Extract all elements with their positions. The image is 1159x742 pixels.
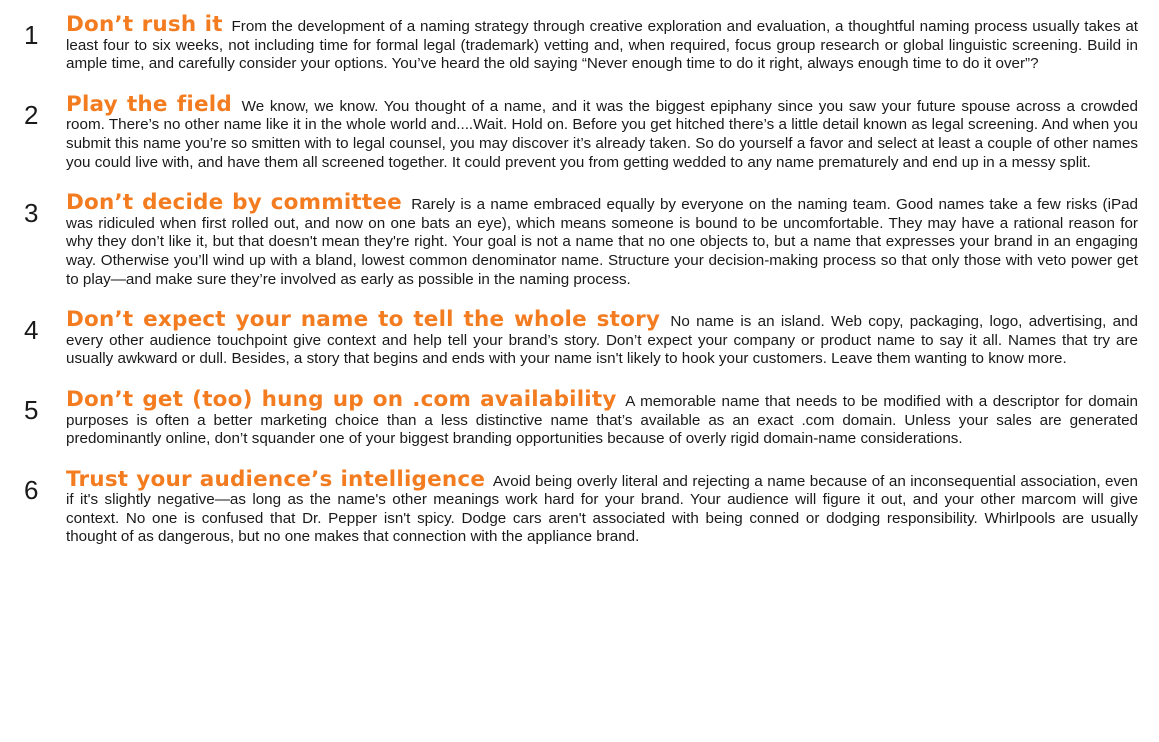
tip-text: From the development of a naming strategy through creative exploration and evaluation, a thoughtful naming process usually takes at least four to six weeks, not including time for formal legal (trademark) vetting and, when required, focus group research or global linguistic screening. Build in ample time, and carefully consider your options. You’ve heard the old saying “Never enough time to do it right, always enough time to do it over”? [66,18,1138,73]
tip-heading: Don’t get (too) hung up on .com availability [66,386,617,412]
tip-text: Avoid being overly literal and rejecting a name because of an inconsequential association, even if it's slightly negative—as long as the name's other meanings work hard for your brand. Your audience will figure it out, and your other marcom will give context. No one is confused that Dr. Pepper isn't spicy. Dodge cars aren't associated with being conned or dodging responsibility. Whirlpools are usually thought of as dangerous, but no one makes that connection with the appliance brand. [66,472,1138,546]
tip-text: We know, we know. You thought of a name, and it was the biggest epiphany since you saw your future spouse across a crowded room. There’s no other name like it in the whole world and....Wait. Hold on. Before you get hitched there’s a little detail known as legal screening. And when you submit this name you’re so smitten with to legal counsel, you may discover it’s already taken. So do yourself a favor and select at least a couple of other names you could live with, and have them all screened together. It could prevent you from getting wedded to any name prematurely and end up in a messy split. [66,97,1138,171]
tip-text: A memorable name that needs to be modified with a descriptor for domain purposes is often a better marketing choice than a less distinctive name that’s available as an exact .com domain. Unless your sales are generated predominantly online, don’t squander one of your biggest branding opportunities because of overly rigid domain-name considerations. [66,392,1139,448]
tip-text: No name is an island. Web copy, packaging, logo, advertising, and every other audience touchpoint give context and help tell your brand’s story. Don’t expect your company or product name to say it all. Names that try are usually awkward or dull. Besides, a story that begins and ends with your name isn't likely to hook your customers. Leave them wanting to know more. [66,313,1138,368]
tip-number: 3 [24,198,39,229]
tip-body [66,466,1138,547]
tip-number: 2 [24,99,39,130]
tip-number: 4 [24,315,39,346]
tip-heading: Don’t expect your name to tell the whole story [66,307,661,333]
tip-body [66,190,1138,289]
tip-number: 5 [24,394,39,425]
tip-heading: Don’t decide by committee [66,190,402,216]
tip-body [66,307,1138,369]
tip-heading: Play the field [66,91,232,117]
tip-item [20,466,1138,547]
tips-list [20,12,1139,569]
tip-body [66,386,1139,449]
tip-number: 1 [24,20,39,50]
tip-item [20,12,1138,74]
tip-item [20,307,1138,369]
tip-heading: Trust your audience’s intelligence [66,466,486,492]
tip-body [66,12,1138,74]
tip-heading: Don’t rush it [66,12,223,37]
tip-item [20,386,1139,449]
tip-item [20,190,1138,289]
tip-text: Rarely is a name embraced equally by everyone on the naming team. Good names take a few risks (iPad was ridiculed when first rolled out, and now on one bats an eye), which means someone is bound to be uncomfortable. They may have a rational reason for why they don’t like it, but that doesn't mean they're right. Your goal is not a name that no one objects to, but a name that expresses your brand in an engaging way. Otherwise you’ll wind up with a bland, lowest common denominator name. Structure your decision-making process so that only those with veto power get to play—and make sure they’re involved as early as possible in the naming process. [66,196,1138,288]
tip-item [20,91,1138,172]
tip-number: 6 [24,474,39,505]
tip-body [66,91,1138,172]
